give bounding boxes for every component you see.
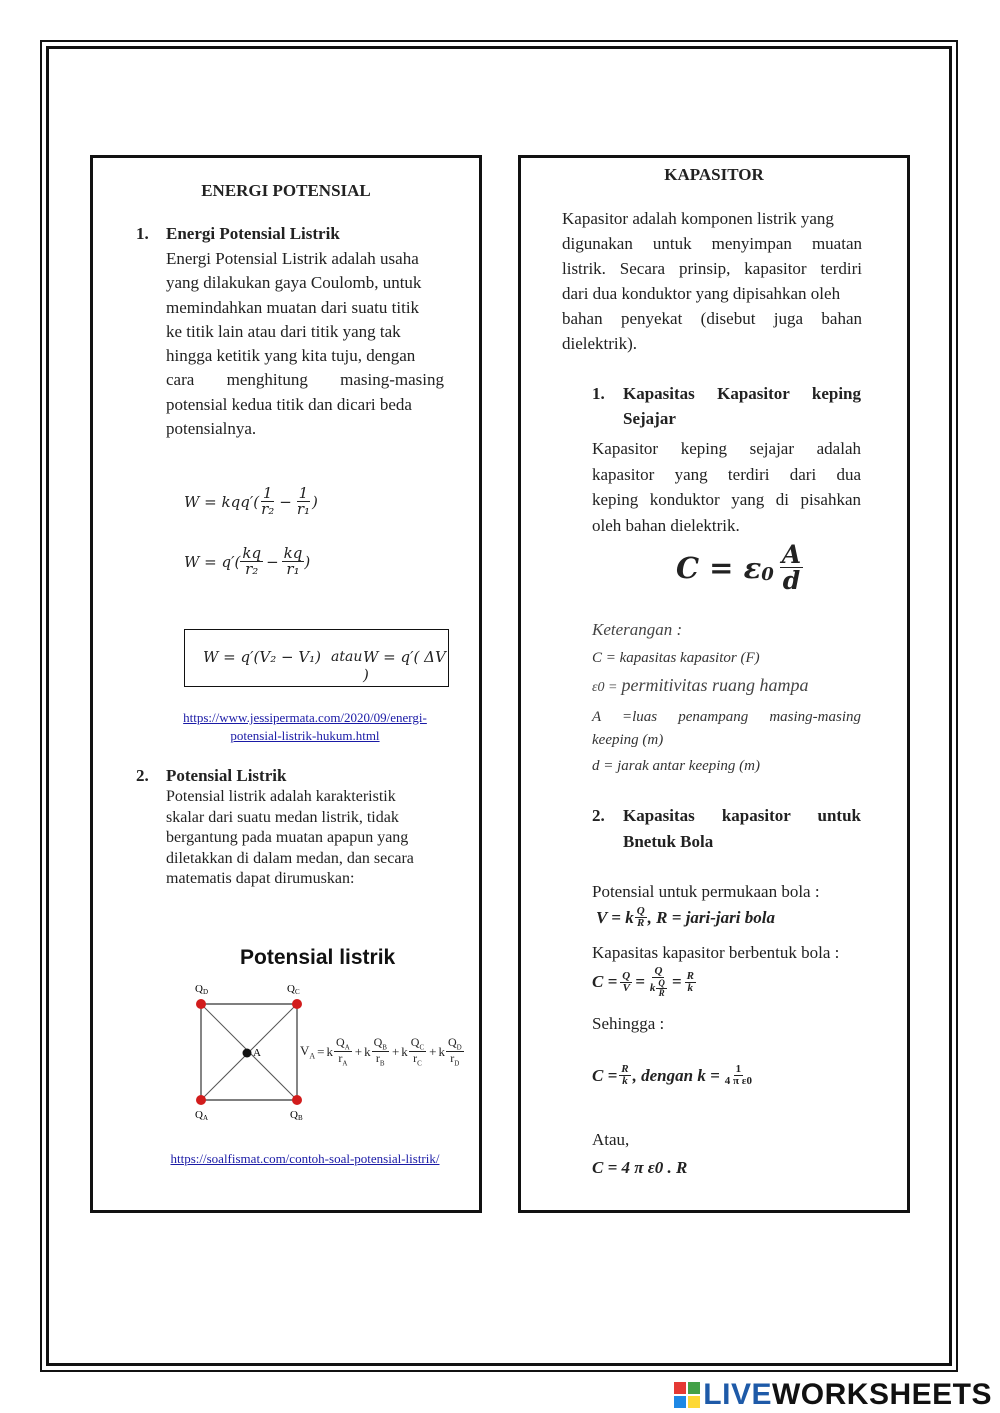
numerator: R	[621, 1063, 629, 1075]
text-line: Potensial listrik adalah karakteristik	[166, 788, 396, 805]
formula-potential-sphere	[596, 906, 775, 929]
section-heading: Kapasitas kapasitor untuk	[623, 806, 861, 825]
formula-lhs: V = k	[596, 907, 634, 927]
fraction	[780, 542, 803, 593]
box-eq-or: atau	[331, 649, 363, 665]
text-line: diletakkan di dalam medan, dan secara	[166, 849, 414, 867]
denominator: r₂	[245, 560, 259, 578]
equation-work-1	[184, 486, 318, 517]
label-atau: Atau,	[592, 1130, 630, 1149]
denominator: k	[622, 1075, 628, 1087]
numerator: A	[781, 540, 802, 569]
term-c: $\frac{Q_C}{r_C}$	[410, 1035, 425, 1068]
label-sehingga: Sehingga :	[592, 1014, 665, 1033]
numerator: Q	[622, 969, 631, 982]
keterangan-epsilon	[592, 675, 808, 696]
logo-text-live: LIVE	[703, 1378, 772, 1411]
fraction	[685, 971, 696, 994]
denominator: r₁	[286, 560, 300, 578]
panel-title-energi: ENERGI POTENSIAL	[201, 181, 371, 200]
source-link-soalfismat[interactable]: https://soalfismat.com/contoh-soal-potensial-listrik/	[170, 1151, 440, 1166]
formula-final: C = 4 π ε0 . R	[592, 1158, 688, 1177]
text-line: oleh bahan dielektrik.	[592, 515, 740, 535]
text-line: memindahkan muatan dari suatu titik	[166, 297, 420, 317]
eq-rhs: )	[312, 492, 318, 511]
section-number: 1.	[136, 224, 149, 243]
equals: =	[635, 972, 645, 991]
section-heading: Sejajar	[623, 409, 676, 428]
panel-title-kapasitor: KAPASITOR	[664, 165, 764, 184]
charge-qc	[292, 999, 302, 1009]
link-line: potensial-listrik-hukum.html	[230, 728, 380, 743]
section-number: 2.	[592, 806, 605, 825]
formula-mid: , dengan k =	[632, 1065, 720, 1085]
label-qa: QA	[195, 1109, 209, 1122]
text-line: ke titik lain atau dari titik yang tak	[166, 321, 401, 341]
fraction	[259, 486, 276, 517]
subscript: 0	[761, 564, 774, 585]
denominator: r₁	[296, 500, 311, 518]
denominator: R	[637, 917, 645, 929]
text-line: potensialnya.	[166, 419, 257, 439]
fraction	[295, 486, 312, 517]
formula-capacitance-k	[592, 1064, 757, 1087]
numerator: 1	[735, 1063, 742, 1075]
eq-lhs: W = kqq′(	[184, 492, 260, 511]
keterangan-a: A =luas penampang masing-masing	[592, 709, 861, 725]
figure-title: Potensial listrik	[240, 946, 396, 969]
source-link-jessipermata[interactable]	[150, 709, 460, 745]
label-qd: QD	[195, 983, 209, 996]
text-line: dari dua konduktor yang dipisahkan oleh	[562, 284, 841, 303]
paragraph-energi-potensial	[166, 247, 444, 441]
denominator: r₂	[261, 500, 275, 518]
epsilon-desc: permitivitas ruang hampa	[621, 675, 809, 695]
operator: −	[266, 552, 279, 571]
formula-capacitance-sphere	[592, 966, 699, 998]
numerator: kq	[242, 544, 262, 562]
section-heading: Potensial Listrik	[166, 766, 287, 785]
charge-qb	[292, 1095, 302, 1105]
label-potensial-bola: Potensial untuk permukaan bola :	[592, 882, 820, 901]
denominator: k $\frac{Q}{R}$	[649, 978, 665, 998]
label-kapasitas-bola: Kapasitas kapasitor berbentuk bola :	[592, 943, 840, 962]
formula-lhs: C = ε	[676, 550, 762, 585]
denominator: k	[687, 981, 694, 994]
equation-work-2	[184, 546, 310, 577]
text-line: Kapasitor adalah komponen listrik yang	[562, 209, 834, 228]
fraction	[619, 1064, 630, 1087]
text-line: cara menghitung masing-masing	[166, 370, 444, 390]
section-heading: Bnetuk Bola	[623, 832, 714, 851]
numerator: 1	[298, 484, 309, 502]
text-line: bergantung pada muatan apapun yang	[166, 829, 409, 846]
k-constant: k	[326, 1043, 334, 1059]
link-line: https://www.jessipermata.com/2020/09/energi-	[183, 710, 427, 725]
text-line: dielektrik).	[562, 334, 638, 353]
charge-qa	[196, 1095, 206, 1105]
text-line: kapasitor yang terdiri dari dua	[592, 464, 861, 484]
formula-rhs: , R = jari-jari bola	[647, 907, 775, 927]
text-line: listrik. Secara prinsip, kapasitor terdiri	[562, 259, 862, 278]
logo-text-worksheets: WORKSHEETS	[771, 1378, 992, 1411]
numerator: 1	[262, 484, 273, 502]
formula-lhs: C =	[592, 1065, 618, 1085]
numerator: kq	[283, 544, 303, 562]
eq-lhs: W = q′(	[184, 552, 241, 571]
label-qb: QB	[290, 1109, 303, 1122]
denominator: d	[782, 566, 801, 595]
text-line: skalar dari suatu medan listrik, tidak	[166, 808, 399, 826]
text-line: Kapasitor keping sejajar adalah	[592, 439, 861, 458]
denominator: V	[622, 981, 630, 994]
section-heading: Energi Potensial Listrik	[166, 224, 340, 243]
label-a: A	[253, 1047, 261, 1059]
paragraph-kapasitor-intro	[562, 206, 862, 356]
eq-rhs: )	[304, 552, 311, 571]
term-a: $\frac{Q_A}{r_A}$	[336, 1035, 350, 1068]
keterangan-c: C = kapasitas kapasitor (F)	[592, 650, 760, 666]
point-a	[243, 1049, 252, 1058]
box-eq-a: W = q′(V₂ − V₁)	[203, 648, 322, 666]
liveworksheets-logo-icon	[674, 1382, 700, 1408]
k-constant: k	[438, 1043, 445, 1059]
keterangan-d: d = jarak antar keeping (m)	[592, 758, 761, 774]
fraction	[282, 546, 305, 577]
keterangan-label: Keterangan :	[592, 620, 683, 639]
formula-lhs: $V_A$	[300, 1043, 316, 1061]
section-number: 1.	[592, 384, 605, 403]
potential-formula: $V_A$ = k $\frac{Q_A}{r_A}$ + k $\frac{Q_B}{r_B}$ + k $\frac{Q_C}{r_C}$ + k $\frac{Q_D}{r_D}$	[300, 1035, 462, 1068]
fraction	[635, 906, 647, 929]
k-constant: k	[401, 1043, 408, 1059]
text-line: matematis dapat dirumuskan:	[166, 870, 355, 887]
box-eq-b: W = q′( ΔV )	[363, 648, 446, 684]
numerator: Q	[636, 905, 645, 917]
liveworksheets-logo	[674, 1378, 992, 1412]
epsilon-symbol: ε0 =	[592, 680, 618, 695]
k-constant: k	[364, 1043, 371, 1059]
text-line: digunakan untuk menyimpan muatan	[562, 234, 862, 253]
paragraph-potensial-listrik	[166, 787, 428, 890]
boxed-equation	[184, 629, 449, 687]
charge-qd	[196, 999, 206, 1009]
text-line: potensial kedua titik dan dicari beda	[166, 394, 412, 414]
equals: =	[671, 972, 682, 991]
operator: −	[279, 492, 292, 511]
fraction	[240, 546, 263, 577]
paragraph-keping-sejajar	[592, 436, 861, 538]
formula-lhs: C =	[592, 972, 618, 991]
term-b: $\frac{Q_B}{r_B}$	[373, 1035, 387, 1068]
formula-capacitance-plate	[676, 542, 803, 593]
text-line: keping konduktor yang di pisahkan	[592, 490, 861, 509]
denominator: 4 π ε0	[724, 1075, 753, 1087]
section-number: 2.	[136, 766, 149, 785]
fraction	[723, 1064, 754, 1087]
term-d: $\frac{Q_D}{r_D}$	[447, 1035, 462, 1068]
text-line: Energi Potensial Listrik adalah usaha	[166, 249, 419, 268]
keterangan-a-cont: keeping (m)	[592, 732, 664, 748]
equals: =	[317, 1043, 325, 1059]
section-heading: Kapasitas Kapasitor keping	[623, 384, 861, 403]
fraction	[620, 971, 632, 994]
fraction	[648, 966, 669, 998]
numerator: Q	[654, 965, 663, 977]
label-qc: QC	[287, 983, 300, 996]
text-line: bahan penyekat (disebut juga bahan	[562, 309, 862, 328]
text-line: yang dilakukan gaya Coulomb, untuk	[166, 273, 422, 293]
numerator: R	[686, 969, 694, 982]
text-line: hingga ketitik yang kita tuju, dengan	[166, 346, 416, 366]
